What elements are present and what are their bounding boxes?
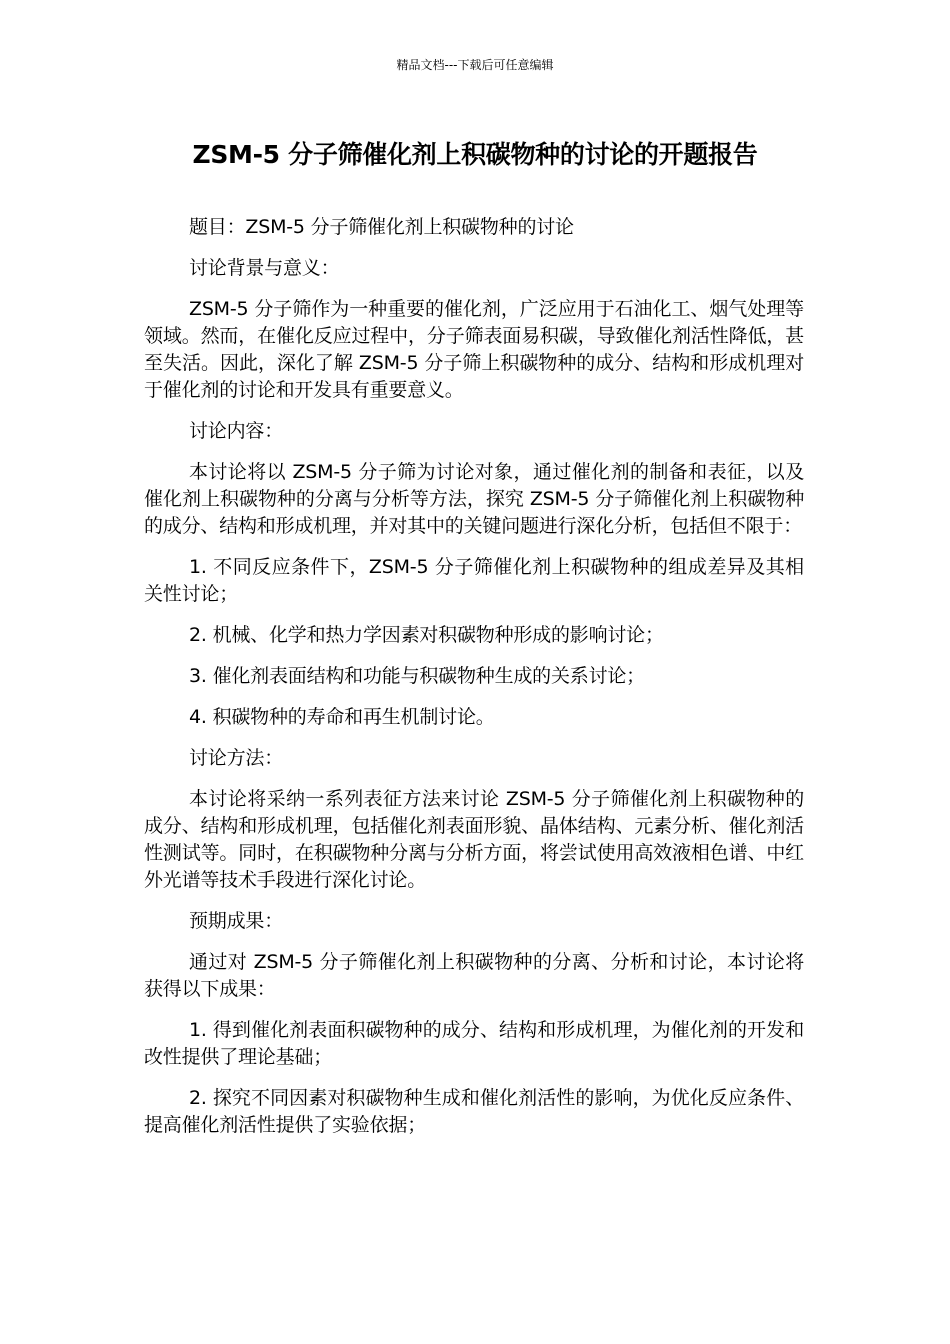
paragraph-background: ZSM-5 分子筛作为一种重要的催化剂，广泛应用于石油化工、烟气处理等领域。然而，在催化反应过程中，分子筛表面易积碳，导致催化剂活性降低，甚至失活。因此，深化了解 ZSM-5 分子筛上积碳物种的成分、结构和形成机理对于催化剂的讨论和开发具有重要意义。 [144, 298, 804, 401]
paragraph-results: 通过对 ZSM-5 分子筛催化剂上积碳物种的分离、分析和讨论，本讨论将获得以下成果： [144, 951, 804, 1000]
document-body [144, 214, 804, 1153]
paragraph-content: 本讨论将以 ZSM-5 分子筛为讨论对象，通过催化剂的制备和表征，以及催化剂上积碳物种的分离与分析等方法，探究 ZSM-5 分子筛催化剂上积碳物种的成分、结构和形成机理，并对其中的关键问题进行深化分析，包括但不限于： [144, 461, 804, 537]
heading-content: 讨论内容： [189, 420, 284, 442]
paragraph-method: 本讨论将采纳一系列表征方法来讨论 ZSM-5 分子筛催化剂上积碳物种的成分、结构和形成机理，包括催化剂表面形貌、晶体结构、元素分析、催化剂活性测试等。同时，在积碳物种分离与分析方面，将尝试使用高效液相色谱、中红外光谱等技术手段进行深化讨论。 [144, 788, 804, 891]
heading-method: 讨论方法： [189, 747, 284, 769]
result-item-2: 2. 探究不同因素对积碳物种生成和催化剂活性的影响，为优化反应条件、提高催化剂活性提供了实验依据； [144, 1087, 804, 1136]
content-item-3: 3. 催化剂表面结构和功能与积碳物种生成的关系讨论； [189, 665, 645, 687]
paragraph-topic: 题目：ZSM-5 分子筛催化剂上积碳物种的讨论 [189, 216, 574, 238]
document-title: ZSM-5 分子筛催化剂上积碳物种的讨论的开题报告 [192, 140, 758, 169]
heading-background: 讨论背景与意义： [189, 257, 340, 279]
page-header-note: 精品文档---下载后可任意编辑 [396, 58, 554, 72]
content-item-1: 1. 不同反应条件下，ZSM-5 分子筛催化剂上积碳物种的组成差异及其相关性讨论； [144, 556, 804, 605]
content-item-2: 2. 机械、化学和热力学因素对积碳物种形成的影响讨论； [189, 624, 664, 646]
heading-results: 预期成果： [189, 910, 284, 932]
result-item-1: 1. 得到催化剂表面积碳物种的成分、结构和形成机理，为催化剂的开发和改性提供了理论基础； [144, 1019, 804, 1068]
content-item-4: 4. 积碳物种的寿命和再生机制讨论。 [189, 706, 495, 728]
